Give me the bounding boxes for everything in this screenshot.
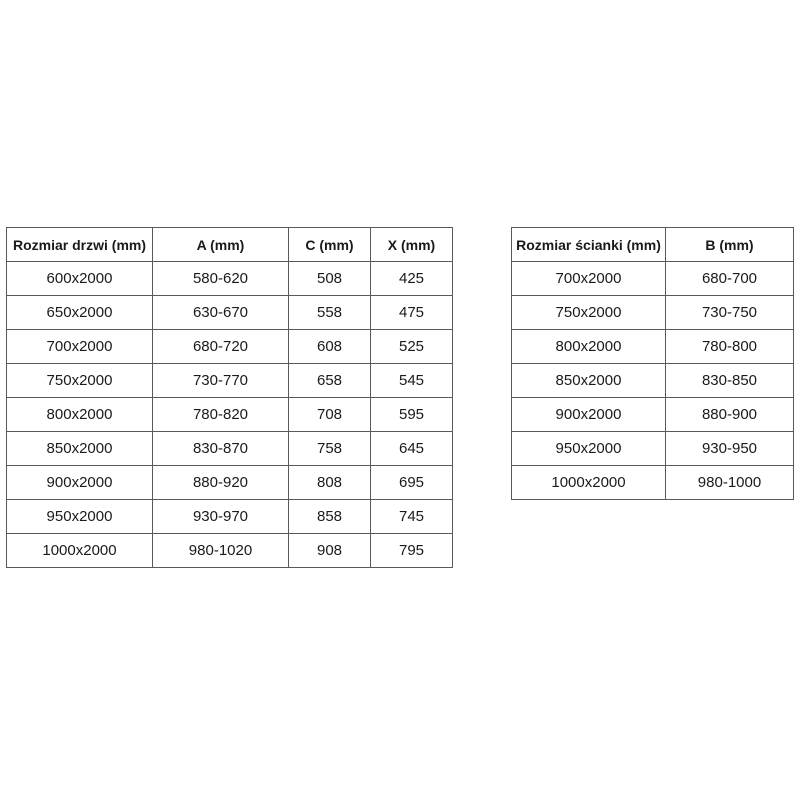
table-cell: 700x2000	[512, 262, 666, 296]
column-header-a: A (mm)	[153, 228, 289, 262]
table-cell: 930-950	[666, 432, 794, 466]
table-cell: 708	[289, 398, 371, 432]
table-cell: 808	[289, 466, 371, 500]
table-cell: 780-800	[666, 330, 794, 364]
table-cell: 475	[371, 296, 453, 330]
table-cell: 558	[289, 296, 371, 330]
table-cell: 680-720	[153, 330, 289, 364]
table-cell: 950x2000	[7, 500, 153, 534]
table-cell: 1000x2000	[512, 466, 666, 500]
table-row	[7, 500, 453, 534]
table-cell: 980-1000	[666, 466, 794, 500]
wall-sizes-table-body	[512, 262, 794, 500]
table-row	[512, 432, 794, 466]
table-cell: 680-700	[666, 262, 794, 296]
table-cell: 750x2000	[512, 296, 666, 330]
table-cell: 850x2000	[7, 432, 153, 466]
table-cell: 950x2000	[512, 432, 666, 466]
table-cell: 800x2000	[7, 398, 153, 432]
door-sizes-table-body	[7, 262, 453, 568]
table-cell: 608	[289, 330, 371, 364]
table-row	[512, 296, 794, 330]
table-cell: 758	[289, 432, 371, 466]
table-cell: 980-1020	[153, 534, 289, 568]
table-cell: 850x2000	[512, 364, 666, 398]
table-row	[512, 398, 794, 432]
table-row	[7, 398, 453, 432]
column-header-rozmiar-drzwi: Rozmiar drzwi (mm)	[7, 228, 153, 262]
table-cell: 908	[289, 534, 371, 568]
table-cell: 425	[371, 262, 453, 296]
column-header-c: C (mm)	[289, 228, 371, 262]
table-row	[7, 466, 453, 500]
table-cell: 700x2000	[7, 330, 153, 364]
column-header-x: X (mm)	[371, 228, 453, 262]
door-sizes-table	[6, 227, 453, 568]
table-cell: 658	[289, 364, 371, 398]
column-header-rozmiar-scianki: Rozmiar ścianki (mm)	[512, 228, 666, 262]
table-header-row	[512, 228, 794, 262]
table-row	[7, 534, 453, 568]
table-cell: 795	[371, 534, 453, 568]
table-cell: 880-900	[666, 398, 794, 432]
table-cell: 650x2000	[7, 296, 153, 330]
table-cell: 830-870	[153, 432, 289, 466]
table-row	[7, 364, 453, 398]
table-row	[512, 466, 794, 500]
table-cell: 830-850	[666, 364, 794, 398]
table-cell: 880-920	[153, 466, 289, 500]
table-row	[7, 432, 453, 466]
table-cell: 750x2000	[7, 364, 153, 398]
table-cell: 730-770	[153, 364, 289, 398]
table-cell: 800x2000	[512, 330, 666, 364]
table-cell: 745	[371, 500, 453, 534]
table-cell: 930-970	[153, 500, 289, 534]
table-row	[512, 330, 794, 364]
table-cell: 630-670	[153, 296, 289, 330]
table-cell: 730-750	[666, 296, 794, 330]
table-cell: 508	[289, 262, 371, 296]
table-cell: 900x2000	[512, 398, 666, 432]
table-cell: 695	[371, 466, 453, 500]
column-header-b: B (mm)	[666, 228, 794, 262]
table-row	[7, 330, 453, 364]
table-cell: 600x2000	[7, 262, 153, 296]
table-cell: 780-820	[153, 398, 289, 432]
table-cell: 858	[289, 500, 371, 534]
table-cell: 645	[371, 432, 453, 466]
table-header-row	[7, 228, 453, 262]
table-row	[7, 262, 453, 296]
table-cell: 525	[371, 330, 453, 364]
table-cell: 545	[371, 364, 453, 398]
table-cell: 1000x2000	[7, 534, 153, 568]
table-cell: 580-620	[153, 262, 289, 296]
table-cell: 595	[371, 398, 453, 432]
wall-sizes-table	[511, 227, 794, 500]
table-row	[512, 262, 794, 296]
table-row	[7, 296, 453, 330]
table-cell: 900x2000	[7, 466, 153, 500]
table-row	[512, 364, 794, 398]
